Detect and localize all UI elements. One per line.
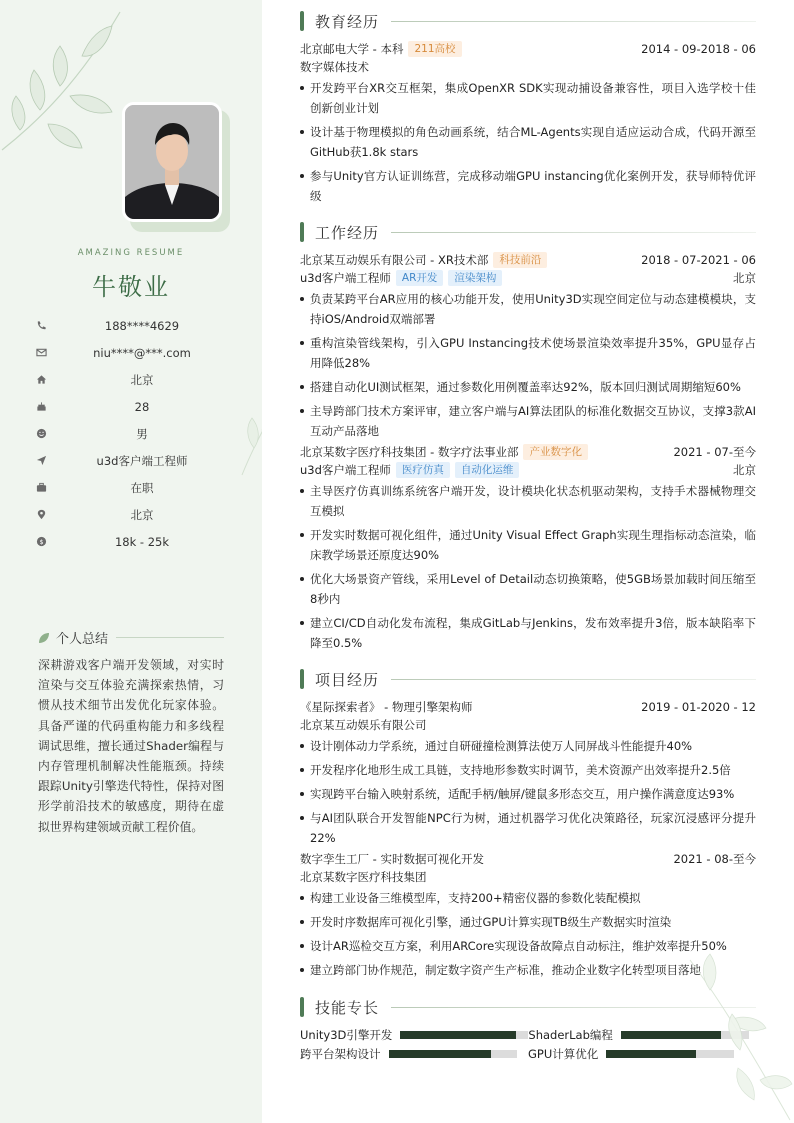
section-divider xyxy=(391,232,756,233)
section-title: 技能专长 xyxy=(315,998,380,1017)
job-city: 北京 xyxy=(733,271,756,285)
job-block-2 xyxy=(300,443,756,657)
skill-bar xyxy=(389,1050,517,1058)
school-tag: 211高校 xyxy=(408,41,461,57)
list-item: 建立CI/CD自动化发布流程，集成GitLab与Jenkins，发布效率提升3倍，版本缺陷率下降至0.5% xyxy=(300,613,756,653)
section-divider xyxy=(391,679,756,680)
list-item: 设计AR巡检交互方案，利用ARCore实现设备故障点自动标注，维护效率提升50% xyxy=(300,936,756,956)
briefcase-icon xyxy=(34,481,48,495)
mail-icon xyxy=(34,346,48,360)
info-age xyxy=(34,393,246,420)
info-text: u3d客户端工程师 xyxy=(96,453,188,468)
project-header-row xyxy=(300,698,756,716)
job-role: u3d客户端工程师 xyxy=(300,271,391,285)
leaf-icon xyxy=(38,632,50,644)
summary-title: 个人总结 xyxy=(56,632,109,647)
company-name: 北京某互动娱乐有限公司 - XR技术部 xyxy=(300,253,489,267)
company-tag: 科技前沿 xyxy=(493,252,547,268)
info-text: 北京 xyxy=(130,372,154,387)
job-bullets xyxy=(300,481,756,653)
candidate-name: 牛敬业 xyxy=(92,273,170,301)
info-text: 北京 xyxy=(130,507,154,522)
skill-bar xyxy=(400,1031,528,1039)
skill-label: Unity3D引擎开发 xyxy=(300,1027,393,1042)
education-dates: 2014 - 09-2018 - 06 xyxy=(641,42,756,56)
project-org: 北京某互动娱乐有限公司 xyxy=(300,718,427,732)
job-dates: 2018 - 07-2021 - 06 xyxy=(641,253,756,267)
education-bullets xyxy=(300,78,756,206)
skill-label: GPU计算优化 xyxy=(528,1046,599,1061)
list-item: 与AI团队联合开发智能NPC行为树，通过机器学习优化决策路径，玩家沉浸感评分提升22% xyxy=(300,808,756,848)
skill-tag: 渲染架构 xyxy=(448,270,502,286)
section-title: 教育经历 xyxy=(315,12,380,31)
list-item: 开发程序化地形生成工具链，支持地形参数实时调节，美术资源产出效率提升2.5倍 xyxy=(300,760,756,780)
education-section-header xyxy=(300,11,756,31)
job-dates: 2021 - 07-至今 xyxy=(673,445,756,459)
info-text: 28 xyxy=(134,399,150,414)
section-marker xyxy=(300,11,304,31)
home-icon xyxy=(34,373,48,387)
section-marker xyxy=(300,669,304,689)
send-icon xyxy=(34,454,48,468)
list-item: 实现跨平台输入映射系统，适配手柄/触屏/键鼠多形态交互，用户操作满意度达93% xyxy=(300,784,756,804)
section-title: 工作经历 xyxy=(315,223,380,242)
leaf-sprig-decoration xyxy=(232,370,262,480)
list-item: 主导跨部门技术方案评审，建立客户端与AI算法团队的标准化数据交互协议，支撑3款AI互动产品落地 xyxy=(300,401,756,441)
skill-tag: 自动化运维 xyxy=(455,462,520,478)
info-hometown xyxy=(34,366,246,393)
skill-bar-fill xyxy=(400,1031,515,1039)
list-item: 开发跨平台XR交互框架，集成OpenXR SDK实现动捕设备兼容性，项目入选学校十佳创新创业计划 xyxy=(300,78,756,118)
profile-photo-frame xyxy=(122,102,222,222)
smile-icon xyxy=(34,427,48,441)
info-salary xyxy=(34,528,246,555)
list-item: 优化大场景资产管线，采用Level of Detail动态切换策略，使5GB场景加载时间压缩至8秒内 xyxy=(300,569,756,609)
list-item: 开发时序数据库可视化引擎，通过GPU计算实现TB级生产数据实时渲染 xyxy=(300,912,756,932)
skill-bar-fill xyxy=(389,1050,491,1058)
section-divider xyxy=(391,21,756,22)
job-role-row xyxy=(300,461,756,479)
project-header-row xyxy=(300,850,756,868)
job-bullets xyxy=(300,289,756,441)
money-icon xyxy=(34,535,48,549)
list-item: 建立跨部门协作规范，制定数字资产生产标准，推动企业数字化转型项目落地 xyxy=(300,960,756,980)
school-name: 北京邮电大学 - 本科 xyxy=(300,42,404,56)
list-item: 设计刚体动力学系统，通过自研碰撞检测算法使万人同屏战斗性能提升40% xyxy=(300,736,756,756)
summary-divider xyxy=(116,637,224,638)
list-item: 主导医疗仿真训练系统客户端开发，设计模块化状态机驱动架构，支持手术器械物理交互模拟 xyxy=(300,481,756,521)
project-org-row xyxy=(300,868,756,886)
education-major-row xyxy=(300,58,756,76)
work-section-header xyxy=(300,222,756,242)
list-item: 搭建自动化UI测试框架，通过参数化用例覆盖率达92%，版本回归测试周期缩短60% xyxy=(300,377,756,397)
contact-info-list xyxy=(34,312,246,555)
info-status xyxy=(34,474,246,501)
job-block-1 xyxy=(300,251,756,445)
info-text: 在职 xyxy=(130,480,154,495)
info-gender xyxy=(34,420,246,447)
location-pin-icon xyxy=(34,508,48,522)
list-item: 开发实时数据可视化组件，通过Unity Visual Effect Graph实现生理指标动态渲染，临床教学场景还原度达90% xyxy=(300,525,756,565)
list-item: 重构渲染管线架构，引入GPU Instancing技术使场景渲染效率提升35%，GPU显存占用降低28% xyxy=(300,333,756,373)
avatar xyxy=(122,102,222,222)
project-name: 数字孪生工厂 - 实时数据可视化开发 xyxy=(300,852,484,866)
skill-label: 跨平台架构设计 xyxy=(300,1046,381,1061)
project-org: 北京某数字医疗科技集团 xyxy=(300,870,427,884)
summary-header xyxy=(38,628,224,647)
skill-label: ShaderLab编程 xyxy=(528,1027,613,1042)
sidebar xyxy=(0,0,262,1123)
avatar-portrait-icon xyxy=(125,105,219,219)
skill-item xyxy=(300,1027,528,1043)
section-title: 项目经历 xyxy=(315,670,380,689)
education-block xyxy=(300,40,756,210)
skill-item xyxy=(300,1046,528,1062)
info-text: 188****4629 xyxy=(104,318,180,333)
project-name: 《星际探索者》 - 物理引擎架构师 xyxy=(300,700,473,714)
company-tag: 产业数字化 xyxy=(523,444,588,460)
section-marker xyxy=(300,997,304,1017)
info-position xyxy=(34,447,246,474)
project-block-1 xyxy=(300,698,756,852)
skill-tag: 医疗仿真 xyxy=(396,462,450,478)
list-item: 参与Unity官方认证训练营，完成移动端GPU instancing优化案例开发，获导师特优评级 xyxy=(300,166,756,206)
info-phone xyxy=(34,312,246,339)
info-location xyxy=(34,501,246,528)
job-city: 北京 xyxy=(733,463,756,477)
project-dates: 2019 - 01-2020 - 12 xyxy=(641,700,756,714)
info-email xyxy=(34,339,246,366)
section-marker xyxy=(300,222,304,242)
info-text: 男 xyxy=(136,426,148,441)
list-item: 负责某跨平台AR应用的核心功能开发，使用Unity3D实现空间定位与动态建模模块，支持iOS/Android双端部署 xyxy=(300,289,756,329)
job-role: u3d客户端工程师 xyxy=(300,463,391,477)
summary-text: 深耕游戏客户端开发领域，对实时渲染与交互体验充满探索热情，习惯从技术细节出发优化玩家体验。具备严谨的代码重构能力和多线程调试思维，擅长通过Shader编程与内存管理机制解决性能瓶颈。持续跟踪Unity引擎迭代特性，保持对图形学前沿技术的敏感度，期待在虚拟世界构建领域贡献工程价值。 xyxy=(38,658,224,834)
svg-text:$: $ xyxy=(38,537,44,546)
list-item: 构建工业设备三维模型库，支持200+精密仪器的参数化装配模拟 xyxy=(300,888,756,908)
projects-section-header xyxy=(300,669,756,689)
leaf-branch-decoration xyxy=(680,950,794,1123)
job-header-row xyxy=(300,251,756,269)
job-role-row xyxy=(300,269,756,287)
project-org-row xyxy=(300,716,756,734)
major: 数字媒体技术 xyxy=(300,60,369,74)
skill-tag: AR开发 xyxy=(396,270,443,286)
company-name: 北京某数字医疗科技集团 - 数字疗法事业部 xyxy=(300,445,519,459)
job-header-row xyxy=(300,443,756,461)
project-dates: 2021 - 08-至今 xyxy=(673,852,756,866)
education-header-row xyxy=(300,40,756,58)
project-bullets xyxy=(300,736,756,848)
resume-tagline: AMAZING RESUME xyxy=(77,248,185,258)
info-text: niu****@***.com xyxy=(93,345,191,360)
list-item: 设计基于物理模拟的角色动画系统，结合ML-Agents实现自适应运动合成，代码开源至GitHub获1.8k stars xyxy=(300,122,756,162)
phone-icon xyxy=(34,319,48,333)
info-text: 18k - 25k xyxy=(114,534,170,549)
cake-icon xyxy=(34,400,48,414)
